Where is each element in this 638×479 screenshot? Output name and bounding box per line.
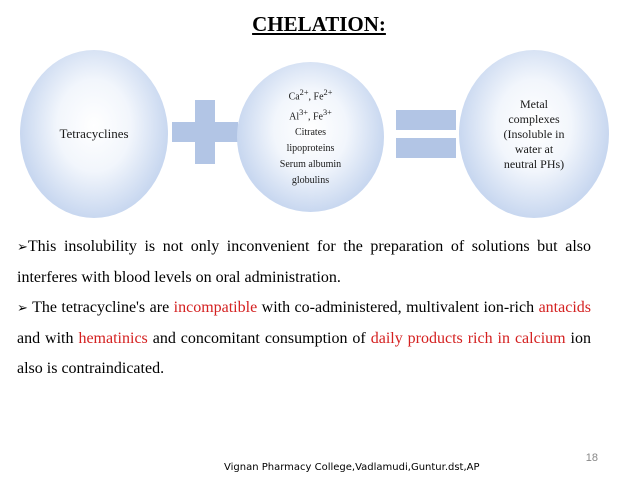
globulins-label: globulins: [291, 175, 330, 187]
tetracyclines-label: Tetracyclines: [59, 126, 129, 141]
metal-complexes-label: Metal complexes (Insoluble in water at neutral PHs): [503, 96, 565, 171]
plus-icon-bar: [172, 122, 238, 142]
highlight-hematinics: hematinics: [78, 330, 148, 347]
arrow-bullet-icon: ➢: [17, 301, 28, 316]
lipoproteins-label: lipoproteins: [286, 143, 335, 155]
page-number: 18: [585, 452, 598, 464]
highlight-antacids: antacids: [538, 299, 591, 316]
highlight-incompatible: incompatible: [173, 299, 258, 316]
serum-albumin-label: Serum albumin: [279, 159, 342, 171]
highlight-daily-products: daily products rich in calcium: [370, 330, 566, 347]
equals-icon: [396, 110, 456, 130]
tetracyclines-circle: [20, 50, 168, 218]
paragraph-incompatibility: ➢ The tetracycline's are incompatible with co-administered, multivalent ion-rich antacids and with hematinics and concomitant consumption of daily products rich in calcium ion also is contraindicated.: [17, 299, 591, 377]
citrates-label: Citrates: [294, 127, 327, 139]
equals-icon-bar: [396, 138, 456, 158]
body-text: [17, 232, 591, 384]
chelating-agents-circle: [237, 62, 384, 212]
chelating-agents-list: [280, 85, 341, 190]
arrow-bullet-icon: ➢: [17, 240, 28, 255]
metal-complexes-circle: [459, 50, 609, 218]
ions-line-2: $Al^{3+}$, $Fe^{3+}$: [289, 108, 332, 123]
ions-line-1: $Ca^{2+}$, $Fe^{2+}$: [288, 87, 333, 102]
footer-text: Vignan Pharmacy College,Vadlamudi,Guntur.dst,AP: [224, 462, 480, 473]
paragraph-insolubility: ➢This insolubility is not only inconvenient for the preparation of solutions but also interferes with blood levels on oral administration.: [17, 238, 591, 286]
slide-title: CHELATION:: [252, 12, 386, 36]
